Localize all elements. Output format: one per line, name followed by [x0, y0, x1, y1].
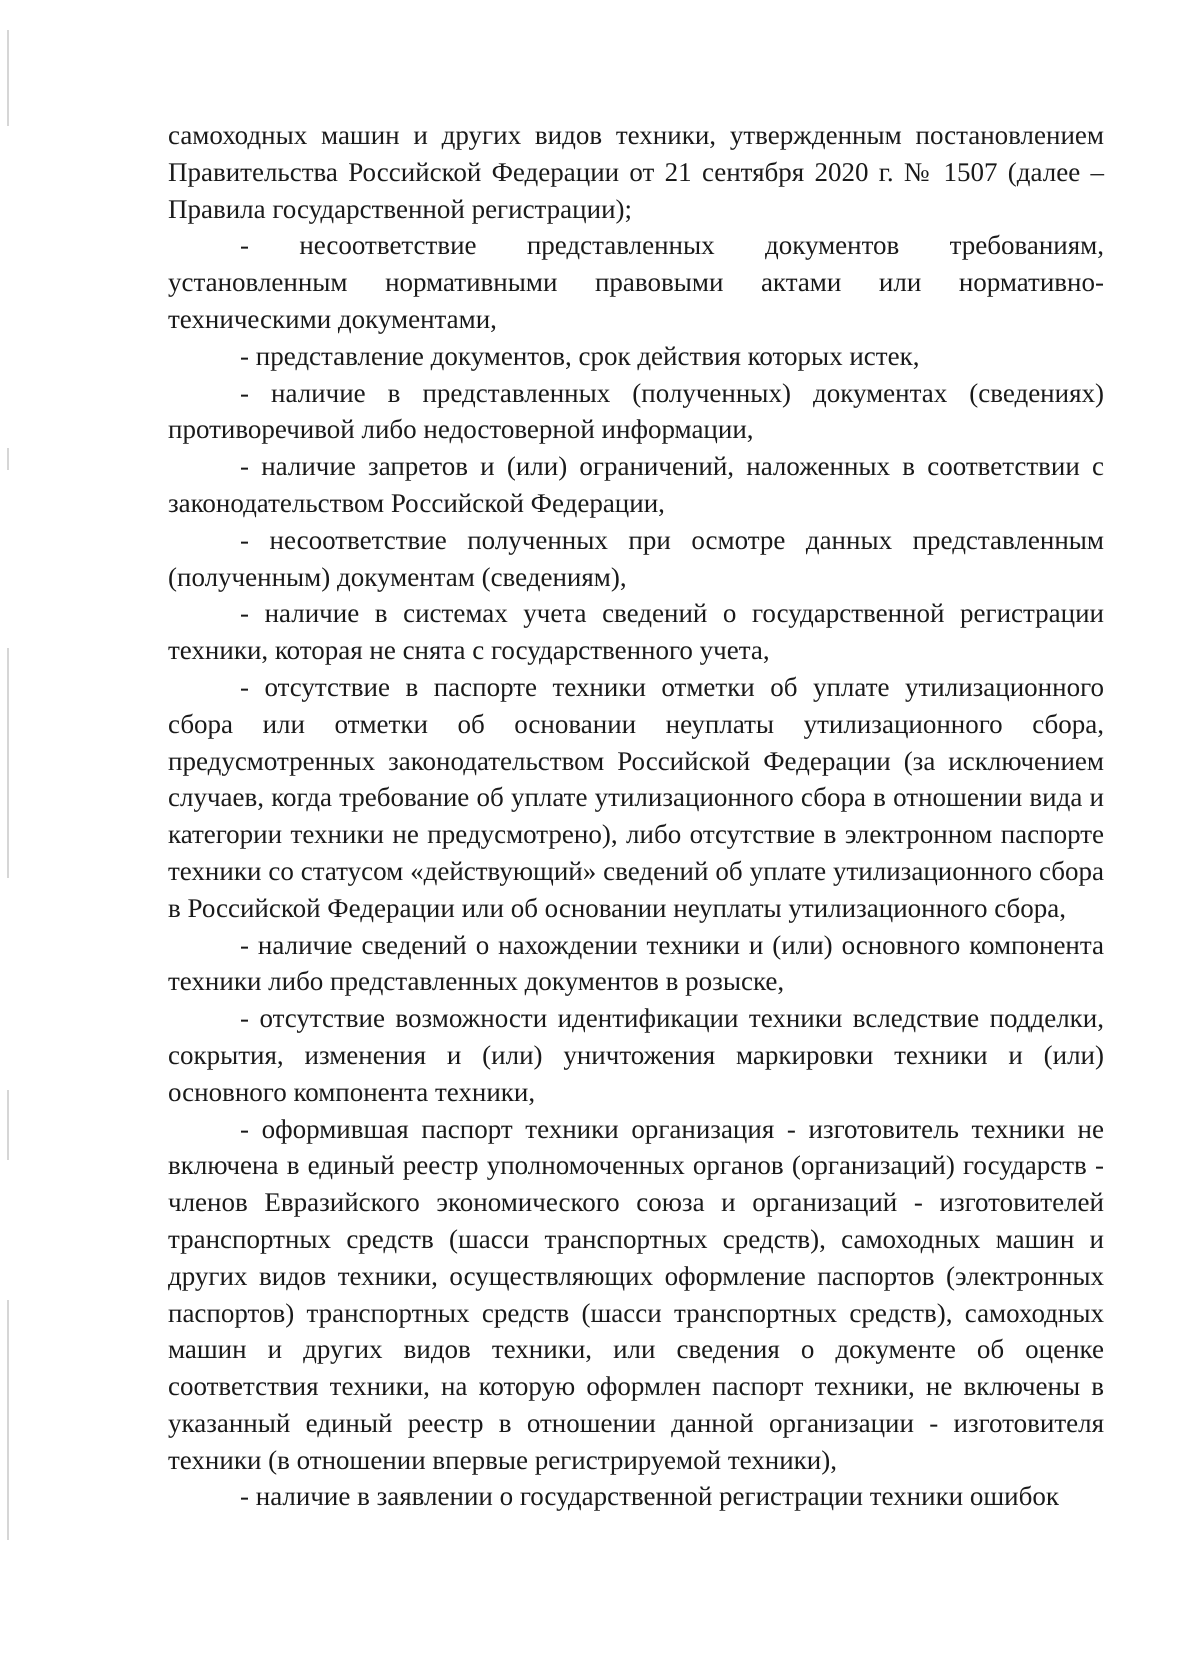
list-item: - наличие сведений о нахождении техники и (или) основного компонента техники либо представленных документов в розыске,: [168, 929, 1104, 997]
paragraph: самоходных машин и других видов техники, утвержденным постановлением Правительства Российской Федерации от 21 сентября 2020 г. № 1507 (далее – Правила государственной регистрации);: [168, 120, 1104, 224]
list-item: - наличие запретов и (или) ограничений, наложенных в соответствии с законодательством Российской Федерации,: [168, 451, 1104, 518]
list-item: - отсутствие в паспорте техники отметки об уплате утилизационного сбора или отметки об основании неуплаты утилизационного сбора, предусмотренных законодательством Российской Федерации (за исключением случаев, когда требование об уплате утилизационного сбора в отношении вида и категории техники не предусмотрено), либо отсутствие в электронном паспорте техники со статусом «действующий» сведений об уплате утилизационного сбора в Российской Федерации или об основании неуплаты утилизационного сбора,: [168, 671, 1104, 923]
list-item: - наличие в заявлении о государственной регистрации техники ошибок: [240, 1481, 1059, 1512]
list-item: - отсутствие возможности идентификации техники вследствие подделки, сокрытия, изменения и (или) уничтожения маркировки техники и (или) основного компонента техники,: [168, 1003, 1104, 1107]
document-body: [168, 117, 1104, 1515]
scan-edge-mark: [7, 30, 9, 126]
scan-edge-mark: [7, 448, 9, 470]
list-item: - несоответствие представленных документов требованиям, установленным нормативными правовыми актами или нормативно-техническими документами,: [168, 230, 1104, 334]
list-item: - оформившая паспорт техники организация - изготовитель техники не включена в единый реестр уполномоченных органов (организаций) государств - членов Евразийского экономического союза и организаций - изготовителей транспортных средств (шасси транспортных средств), самоходных машин и других видов техники, осуществляющих оформление паспортов (электронных паспортов) транспортных средств (шасси транспортных средств), самоходных машин и других видов техники, или сведения о документе об оценке соответствия техники, на которую оформлен паспорт техники, не включены в указанный единый реестр в отношении данной организации - изготовителя техники (в отношении впервые регистрируемой техники),: [168, 1113, 1104, 1475]
scan-edge-mark: [7, 1090, 9, 1160]
list-item: - представление документов, срок действия которых истек,: [240, 340, 920, 371]
scan-edge-mark: [7, 1300, 9, 1540]
scan-edge-mark: [7, 648, 9, 878]
list-item: - наличие в системах учета сведений о государственной регистрации техники, которая не снята с государственного учета,: [168, 598, 1104, 666]
list-item: - наличие в представленных (полученных) документах (сведениях) противоречивой либо недостоверной информации,: [168, 377, 1104, 445]
list-item: - несоответствие полученных при осмотре данных представленным (полученным) документам (сведениям),: [168, 524, 1104, 592]
